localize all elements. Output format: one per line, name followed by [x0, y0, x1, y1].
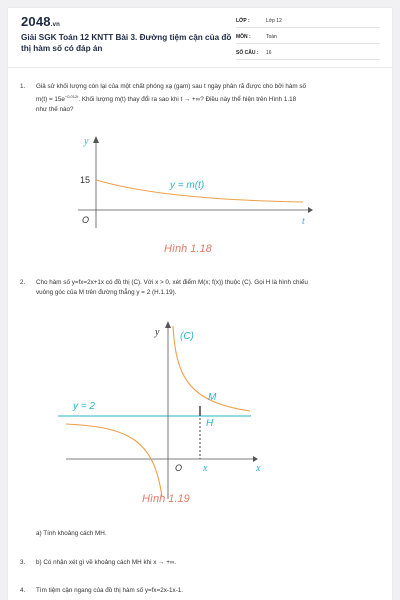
point-m-label: M	[208, 392, 217, 403]
meta-value: Toán	[266, 33, 277, 40]
header-divider	[8, 67, 392, 68]
question-number: 3.	[20, 559, 26, 566]
site-logo[interactable]: 2048.vn	[21, 14, 61, 29]
meta-label: MÔN :	[236, 33, 251, 40]
meta-label: SỐ CÂU :	[236, 49, 259, 56]
x-axis-label: t	[302, 216, 305, 227]
question-number: 4.	[20, 587, 26, 594]
x-point-label: x	[203, 463, 208, 474]
question-line: $m(t) = 15e^{-0,012t}$. Khối lượng m(t) thay đổi ra sao khi t → +∞? Điều này thể hiện trên Hình 1.18	[36, 94, 297, 103]
curve-left-branch	[66, 424, 162, 497]
question-text: Tìm tiệm cận ngang của đồ thị hàm số y=fx=2x-1x-1.	[36, 587, 183, 594]
question-3	[20, 558, 382, 568]
figure-caption: Hình 1.19	[142, 493, 190, 505]
question-text	[36, 278, 308, 298]
question-line: như thế nào?	[36, 106, 74, 113]
document-title: Giải SGK Toán 12 KNTT Bài 3. Đường tiệm cận của đồ thị hàm số có đáp án	[21, 33, 232, 53]
asymptote-label: y = 2	[73, 401, 95, 412]
y-axis-label: y	[84, 136, 89, 147]
meta-row-class	[236, 14, 380, 28]
figure-caption: Hình 1.18	[164, 243, 212, 255]
meta-label: LỚP :	[236, 17, 250, 24]
figure-1-19	[58, 314, 278, 514]
meta-row-count	[236, 46, 380, 60]
y-axis-arrow	[165, 321, 171, 328]
question-4	[20, 586, 382, 596]
meta-row-subject	[236, 30, 380, 44]
origin-label: O	[175, 463, 183, 473]
curve-label: y = m(t)	[170, 180, 205, 191]
question-text	[36, 82, 306, 115]
question-2	[20, 278, 382, 300]
meta-value: 16	[266, 49, 272, 56]
x-axis-label: x	[256, 463, 261, 474]
question-line: Giả sử khối lượng còn lại của một chất phóng xạ (gam) sau t ngày phân rã được cho bởi hàm số	[36, 83, 307, 90]
y-axis-arrow	[93, 136, 99, 143]
question-text: b) Có nhận xét gì về khoảng cách MH khi x → +∞.	[36, 559, 177, 566]
meta-panel	[236, 14, 380, 62]
x-axis-arrow	[308, 207, 313, 213]
question-number: 2.	[20, 279, 26, 286]
y-axis-label: y	[155, 327, 160, 338]
question-line: Cho hàm số y=fx=2x+1x có đồ thị (C). Với x > 0, xét điểm M(x; f(x)) thuộc (C). Gọi H là hình chiếu	[36, 279, 308, 286]
x-axis-arrow	[253, 456, 258, 462]
question-2-part-a: a) Tính khoảng cách MH.	[36, 530, 107, 537]
origin-label: O	[82, 215, 90, 225]
question-line: vuông góc của M trên đường thẳng y = 2 (H.1.19).	[36, 289, 177, 296]
point-h-label: H	[206, 418, 214, 429]
figure-1-18	[58, 128, 318, 263]
curve-label: (C)	[180, 331, 194, 342]
meta-value: Lớp 12	[266, 17, 282, 24]
value-label: 15	[80, 175, 91, 185]
document-page	[8, 8, 392, 600]
question-1	[20, 82, 382, 114]
question-number: 1.	[20, 83, 26, 90]
